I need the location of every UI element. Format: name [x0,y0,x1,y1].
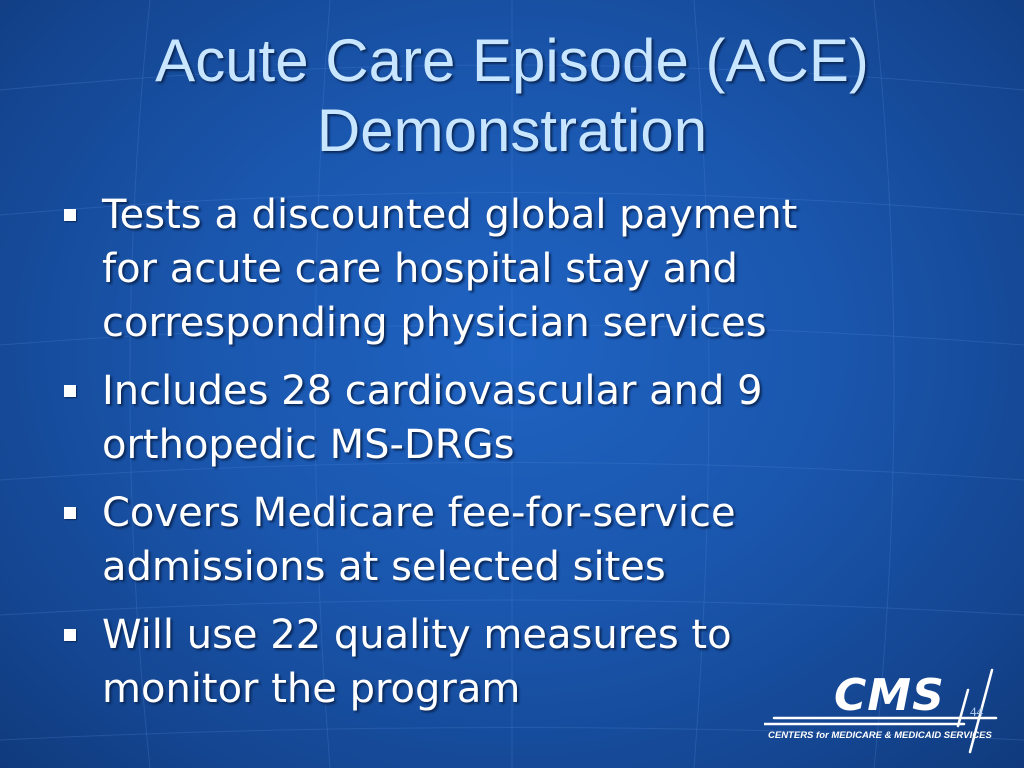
cms-logo-wordmark: CMS [834,670,945,721]
bullet-item [60,486,920,594]
bullet-text-line: corresponding physician services [102,300,767,346]
bullet-list [60,188,920,730]
slide-title-line-2: Demonstration [316,97,708,164]
bullet-square-icon [64,629,76,641]
cms-logo [764,666,1004,761]
bullet-text-line: Covers Medicare fee-for-service [102,490,736,536]
bullet-text-line: monitor the program [102,666,521,712]
bullet-square-icon [64,385,76,397]
bullet-item [60,364,920,472]
bullet-square-icon [64,507,76,519]
bullet-text-line: orthopedic MS-DRGs [102,422,515,468]
bullet-text-line: for acute care hospital stay and [102,246,738,292]
bullet-text-line: Includes 28 cardiovascular and 9 [102,368,763,414]
bullet-text-line: admissions at selected sites [102,544,666,590]
bullet-text-line: Tests a discounted global payment [102,192,798,238]
slide-title [0,26,1024,166]
bullet-text-line: Will use 22 quality measures to [102,612,732,658]
bullet-square-icon [64,209,76,221]
slide-title-line-1: Acute Care Episode (ACE) [155,27,869,94]
slide-page-number: 44 [970,704,983,719]
cms-logo-subtitle: CENTERS for MEDICARE & MEDICAID SERVICES [768,730,992,741]
bullet-item [60,188,920,350]
